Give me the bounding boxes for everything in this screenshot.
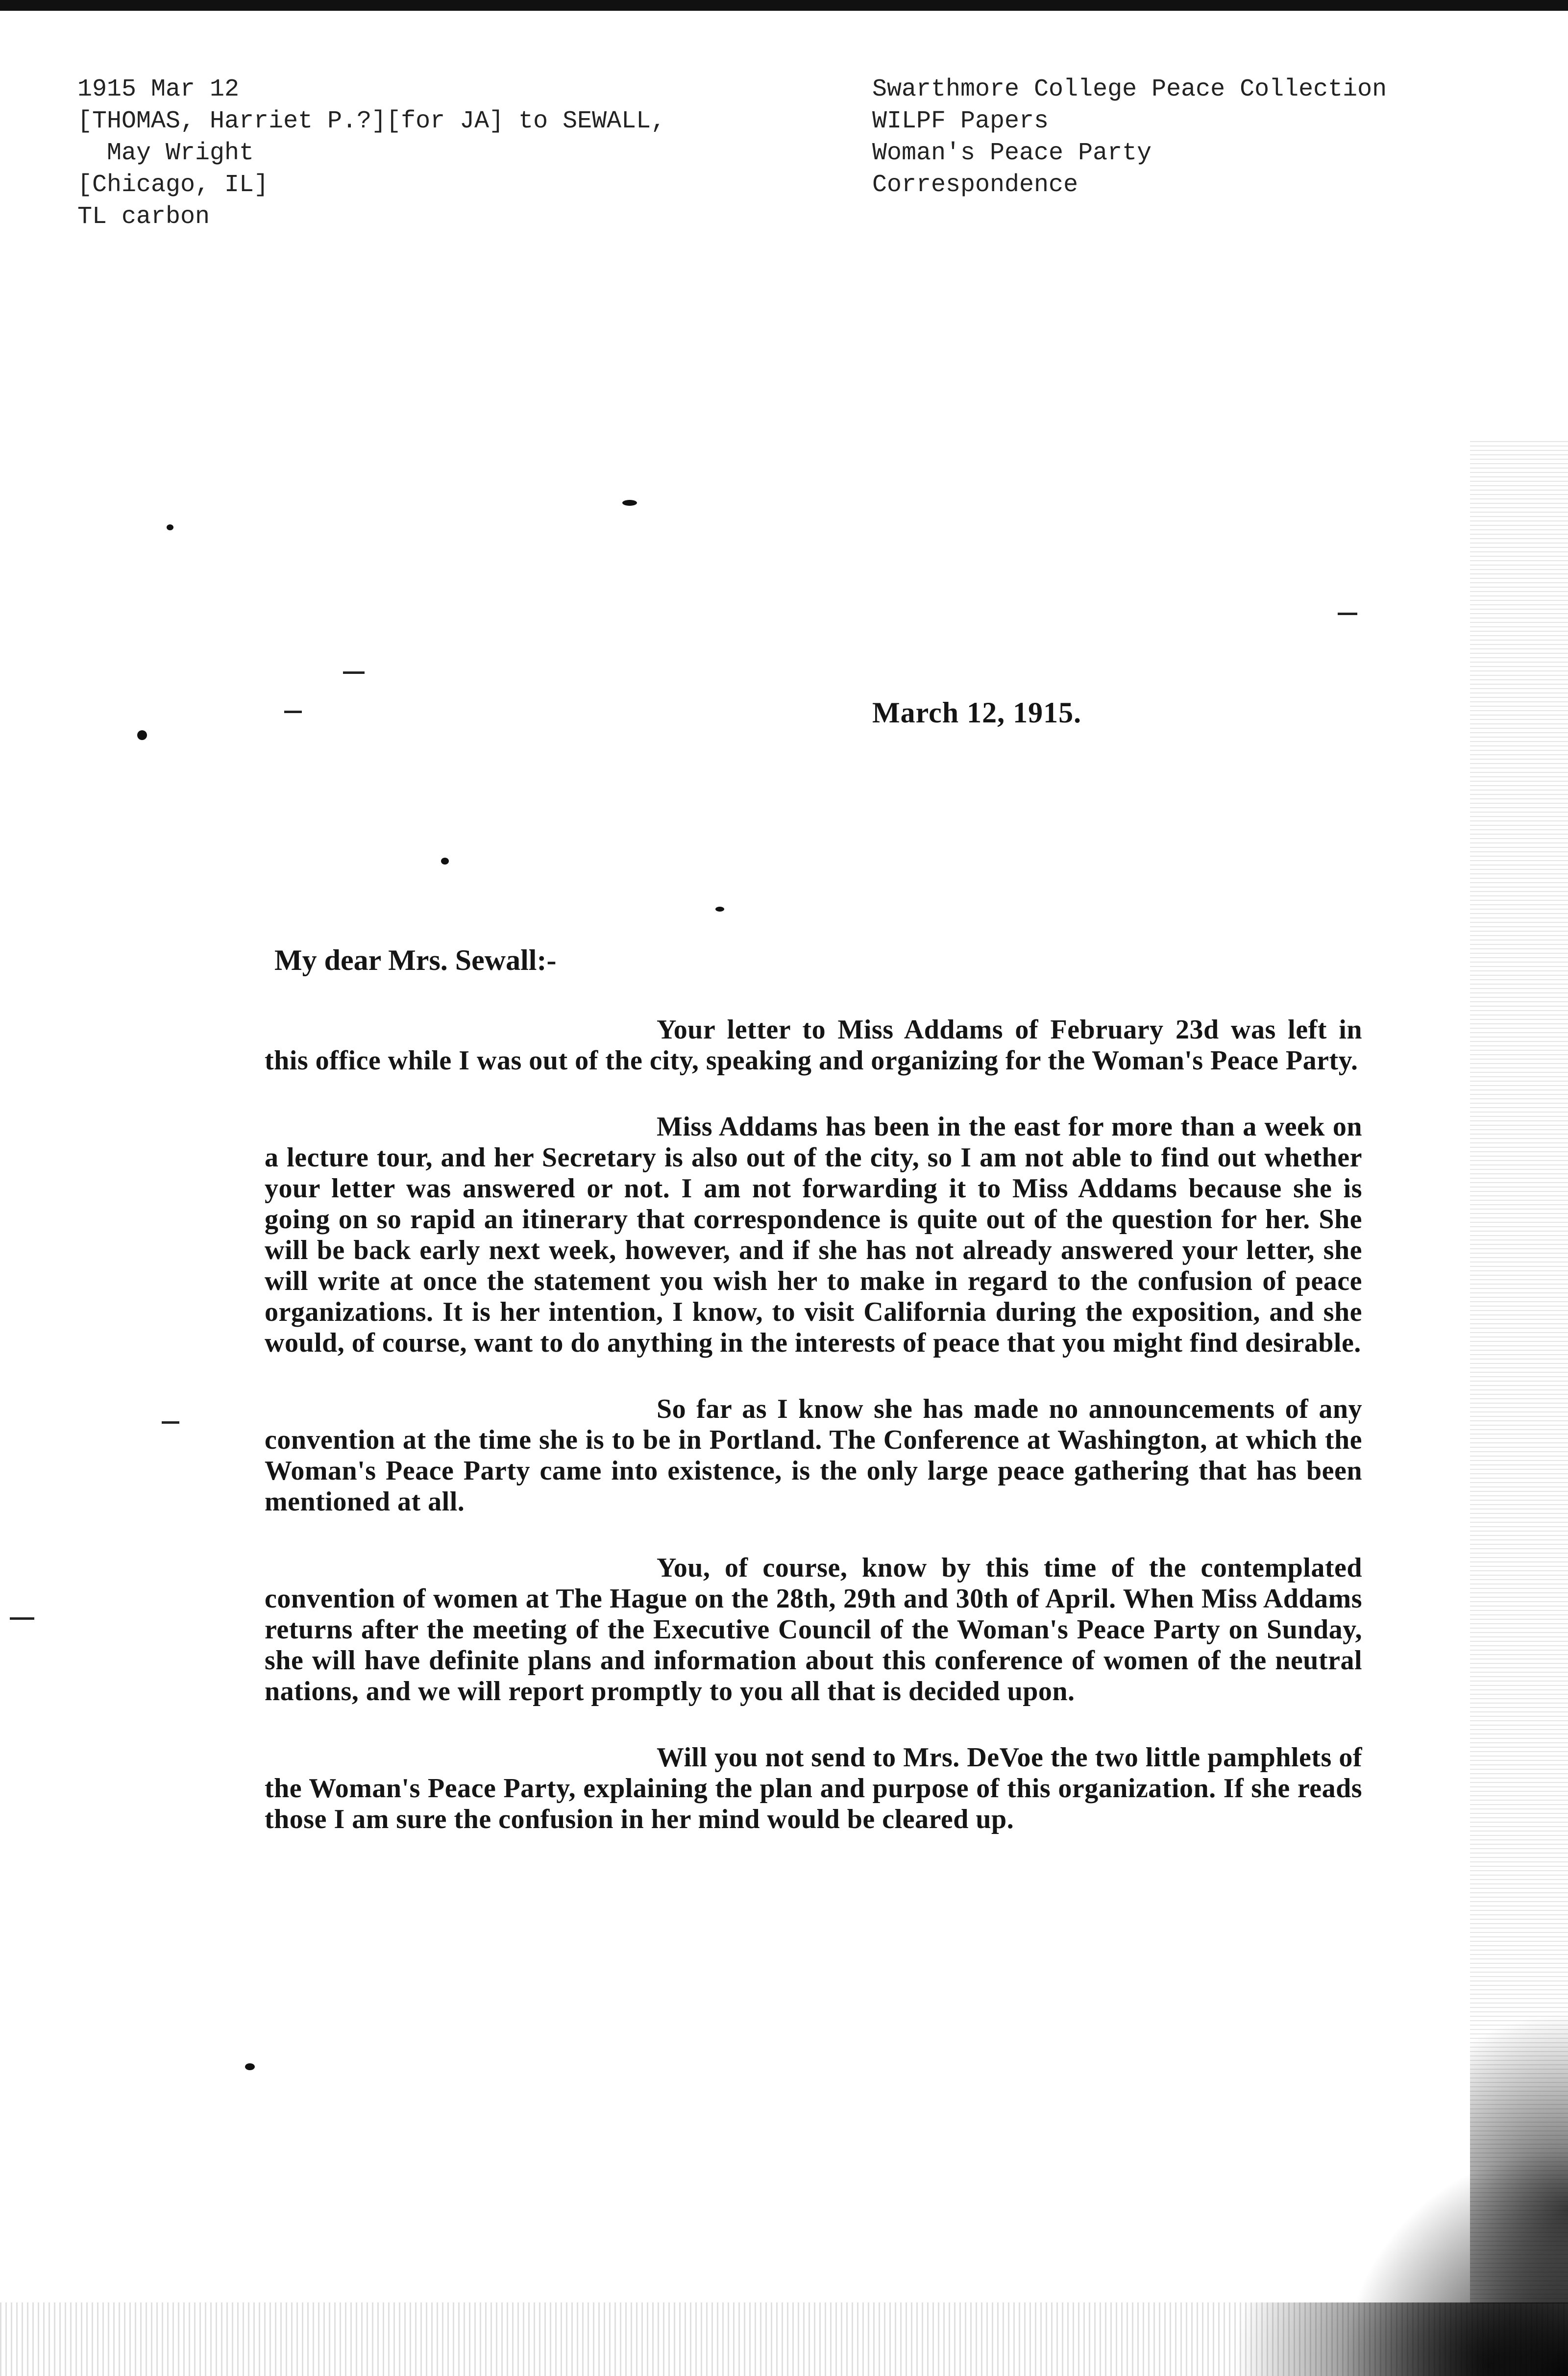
scan-dash [1338,613,1357,615]
catalog-line: [THOMAS, Harriet P.?][for JA] to SEWALL, [77,107,666,135]
letter-paragraph: Your letter to Miss Addams of February 23d was left in this office while I was out of the city, speaking and organizing for the Woman's Peace Party. [265,1015,1362,1076]
letter-paragraph: So far as I know she has made no announcements of any convention at the time she is to be in Portland. The Conference at Washington, at which the Woman's Peace Party came into existence, is the only large peace gathering that has been mentioned at all. [265,1394,1362,1517]
letter-salutation: My dear Mrs. Sewall:- [274,944,557,976]
scan-dash [343,671,365,674]
catalog-line: 1915 Mar 12 [77,75,240,103]
scan-speck [245,2063,255,2070]
scan-dash [10,1617,34,1620]
collection-line: Swarthmore College Peace Collection [872,75,1387,103]
collection-line: Woman's Peace Party [872,139,1152,167]
scan-speck [622,500,637,506]
catalog-line: [Chicago, IL] [77,171,269,199]
catalog-line: TL carbon [77,203,210,231]
letter-date: March 12, 1915. [872,696,1082,729]
collection-line: Correspondence [872,171,1078,199]
catalog-info-left [77,74,812,233]
scan-speck [715,907,724,912]
collection-line: WILPF Papers [872,107,1049,135]
scan-speck [441,858,449,865]
letter-paragraph: You, of course, know by this time of the contemplated convention of women at The Hague on the 28th, 29th and 30th of April. When Miss Addams returns after the meeting of the Executive Council of the Woman's Peace Party on Sunday, she will have definite plans and information about this conference of women of the neutral nations, and we will report promptly to you all that is decided upon. [265,1553,1362,1707]
letter-paragraph: Miss Addams has been in the east for more than a week on a lecture tour, and her Secretary is also out of the city, so I am not able to find out whether your letter was answered or not. I am not forwarding it to Miss Addams because she is going on so rapid an itinerary that correspondence is quite out of the question for her. She will be back early next week, however, and if she has not already answered your letter, she will write at once the statement you wish her to make in regard to the confusion of peace organizations. It is her intention, I know, to visit California during the exposition, and she would, of course, want to do anything in the interests of peace that you might find desirable. [265,1112,1362,1358]
letter-paragraph: Will you not send to Mrs. DeVoe the two little pamphlets of the Woman's Peace Party, explaining the plan and purpose of this organization. If she reads those I am sure the confusion in her mind would be cleared up. [265,1742,1362,1834]
scan-speck [137,730,147,740]
catalog-info-right [872,74,1534,201]
scan-noise-right [1470,441,1568,2303]
letter-body [265,1015,1362,1870]
scan-top-edge [0,0,1568,11]
scan-dash [162,1421,179,1424]
catalog-line: May Wright [77,139,254,167]
scan-shadow-corner [1313,2121,1568,2376]
scan-dash [284,711,302,713]
scan-speck [167,524,173,530]
